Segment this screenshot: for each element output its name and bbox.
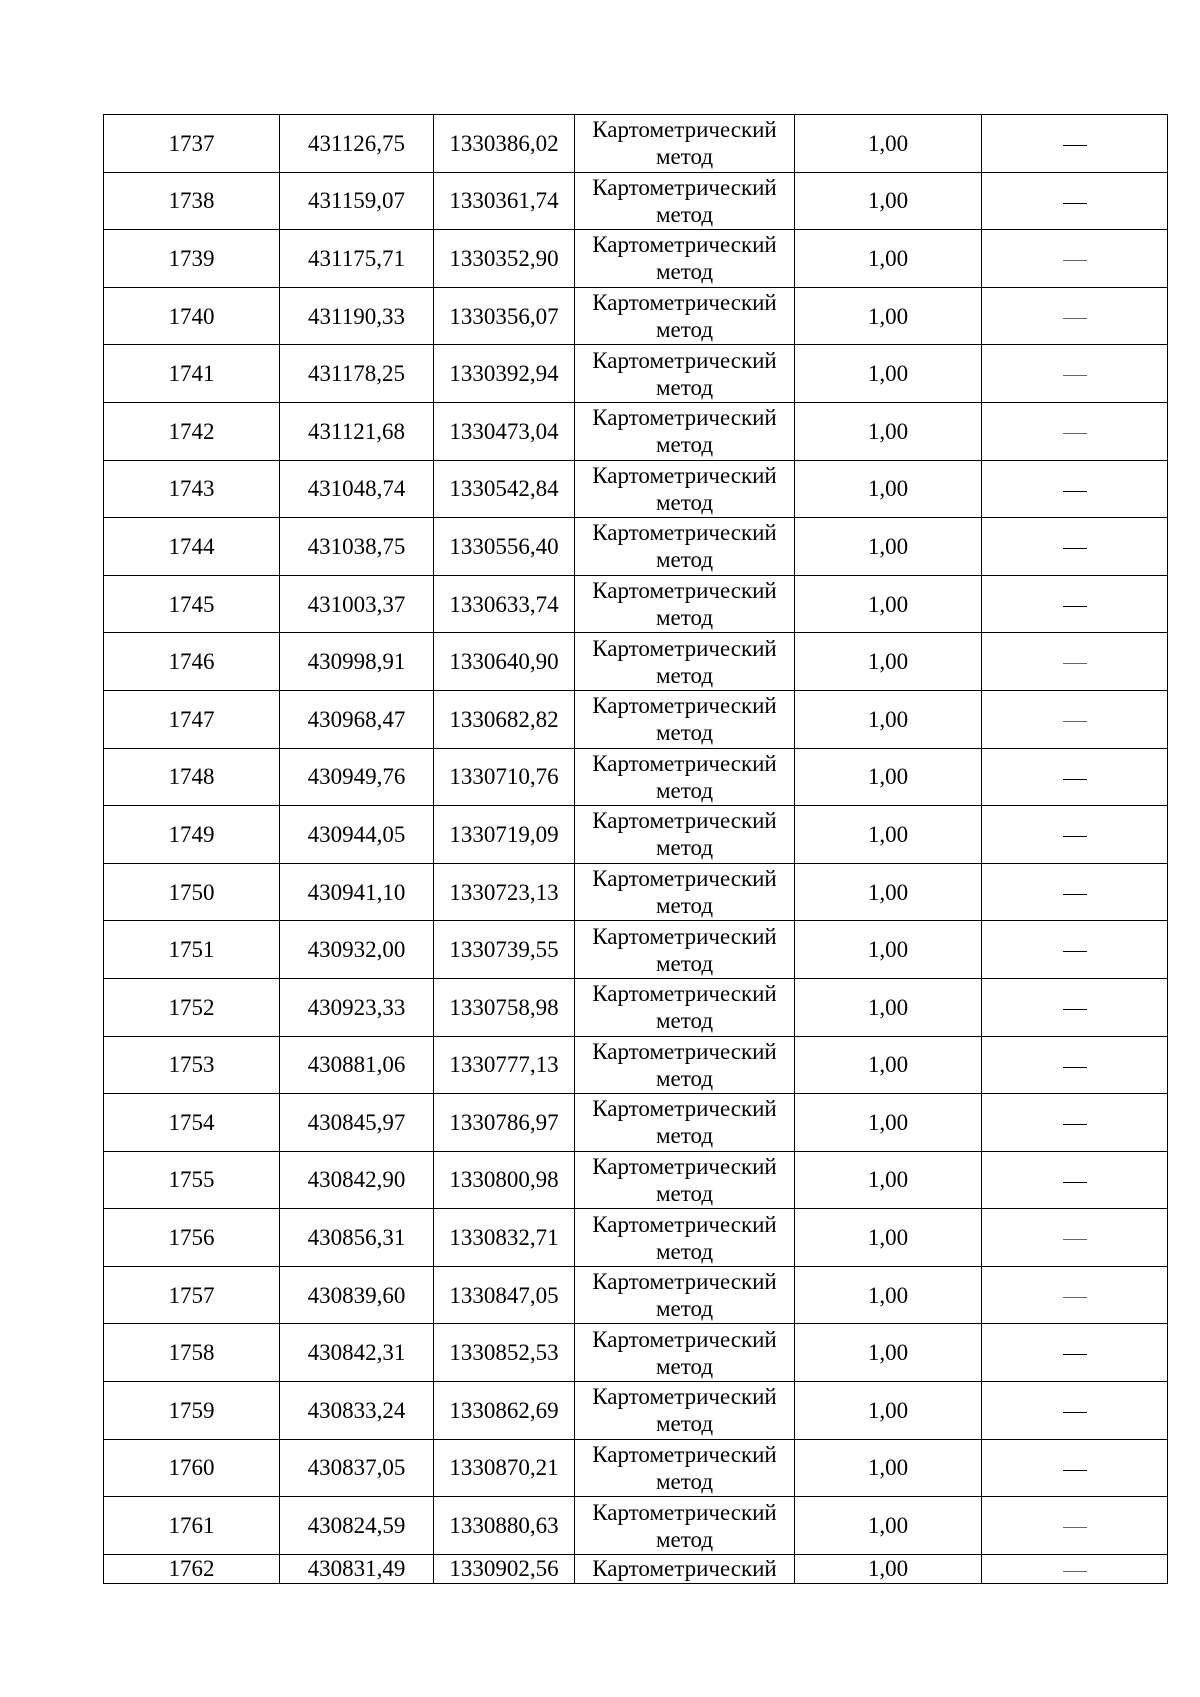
table-row bbox=[104, 748, 1168, 806]
point-number-cell: 1762 bbox=[104, 1554, 280, 1583]
accuracy-cell: 1,00 bbox=[795, 633, 982, 691]
table-row bbox=[104, 1151, 1168, 1209]
y-coordinate-cell: 1330870,21 bbox=[434, 1439, 575, 1497]
dash-mark bbox=[1063, 260, 1087, 261]
coordinates-table-body bbox=[104, 115, 1168, 1584]
method-cell: Картометрический метод bbox=[575, 863, 795, 921]
dash-mark bbox=[1063, 894, 1087, 895]
dash-mark bbox=[1063, 491, 1087, 492]
note-cell bbox=[982, 1036, 1168, 1094]
y-coordinate-cell: 1330739,55 bbox=[434, 921, 575, 979]
y-coordinate-cell: 1330852,53 bbox=[434, 1324, 575, 1382]
note-cell bbox=[982, 230, 1168, 288]
y-coordinate-cell: 1330386,02 bbox=[434, 115, 575, 173]
dash-mark bbox=[1063, 836, 1087, 837]
point-number-cell: 1738 bbox=[104, 172, 280, 230]
accuracy-cell: 1,00 bbox=[795, 1497, 982, 1555]
point-number-cell: 1754 bbox=[104, 1094, 280, 1152]
table-row bbox=[104, 172, 1168, 230]
x-coordinate-cell: 430837,05 bbox=[280, 1439, 434, 1497]
x-coordinate-cell: 430842,31 bbox=[280, 1324, 434, 1382]
x-coordinate-cell: 430941,10 bbox=[280, 863, 434, 921]
accuracy-cell: 1,00 bbox=[795, 1094, 982, 1152]
note-cell bbox=[982, 748, 1168, 806]
dash-mark bbox=[1063, 779, 1087, 780]
x-coordinate-cell: 430949,76 bbox=[280, 748, 434, 806]
x-coordinate-cell: 431175,71 bbox=[280, 230, 434, 288]
point-number-cell: 1741 bbox=[104, 345, 280, 403]
method-cell: Картометрический метод bbox=[575, 633, 795, 691]
method-cell: Картометрический метод bbox=[575, 1094, 795, 1152]
table-row bbox=[104, 345, 1168, 403]
table-row bbox=[104, 287, 1168, 345]
y-coordinate-cell: 1330723,13 bbox=[434, 863, 575, 921]
method-cell: Картометрический метод bbox=[575, 806, 795, 864]
x-coordinate-cell: 430968,47 bbox=[280, 690, 434, 748]
table-row bbox=[104, 230, 1168, 288]
note-cell bbox=[982, 345, 1168, 403]
accuracy-cell: 1,00 bbox=[795, 287, 982, 345]
note-cell bbox=[982, 287, 1168, 345]
accuracy-cell: 1,00 bbox=[795, 1266, 982, 1324]
dash-mark bbox=[1063, 1571, 1087, 1572]
method-cell: Картометрический метод bbox=[575, 1382, 795, 1440]
x-coordinate-cell: 430881,06 bbox=[280, 1036, 434, 1094]
note-cell bbox=[982, 921, 1168, 979]
x-coordinate-cell: 431048,74 bbox=[280, 460, 434, 518]
table-row bbox=[104, 863, 1168, 921]
dash-mark bbox=[1063, 375, 1087, 376]
accuracy-cell: 1,00 bbox=[795, 1151, 982, 1209]
point-number-cell: 1742 bbox=[104, 402, 280, 460]
note-cell bbox=[982, 1324, 1168, 1382]
dash-mark bbox=[1063, 951, 1087, 952]
y-coordinate-cell: 1330777,13 bbox=[434, 1036, 575, 1094]
note-cell bbox=[982, 518, 1168, 576]
table-row bbox=[104, 1497, 1168, 1555]
y-coordinate-cell: 1330682,82 bbox=[434, 690, 575, 748]
note-cell bbox=[982, 1439, 1168, 1497]
y-coordinate-cell: 1330361,74 bbox=[434, 172, 575, 230]
table-row bbox=[104, 1036, 1168, 1094]
table-row bbox=[104, 1554, 1168, 1583]
point-number-cell: 1753 bbox=[104, 1036, 280, 1094]
dash-mark bbox=[1063, 1354, 1087, 1355]
table-row bbox=[104, 1209, 1168, 1267]
method-cell: Картометрический метод bbox=[575, 1439, 795, 1497]
accuracy-cell: 1,00 bbox=[795, 1324, 982, 1382]
y-coordinate-cell: 1330710,76 bbox=[434, 748, 575, 806]
accuracy-cell: 1,00 bbox=[795, 1382, 982, 1440]
x-coordinate-cell: 430833,24 bbox=[280, 1382, 434, 1440]
method-cell: Картометрический метод bbox=[575, 690, 795, 748]
point-number-cell: 1747 bbox=[104, 690, 280, 748]
y-coordinate-cell: 1330902,56 bbox=[434, 1554, 575, 1583]
note-cell bbox=[982, 633, 1168, 691]
accuracy-cell: 1,00 bbox=[795, 230, 982, 288]
point-number-cell: 1760 bbox=[104, 1439, 280, 1497]
y-coordinate-cell: 1330556,40 bbox=[434, 518, 575, 576]
y-coordinate-cell: 1330542,84 bbox=[434, 460, 575, 518]
x-coordinate-cell: 430998,91 bbox=[280, 633, 434, 691]
table-row bbox=[104, 806, 1168, 864]
method-cell: Картометрический метод bbox=[575, 1324, 795, 1382]
point-number-cell: 1758 bbox=[104, 1324, 280, 1382]
method-cell: Картометрический метод bbox=[575, 978, 795, 1036]
x-coordinate-cell: 430932,00 bbox=[280, 921, 434, 979]
method-cell: Картометрический метод bbox=[575, 345, 795, 403]
x-coordinate-cell: 430831,49 bbox=[280, 1554, 434, 1583]
x-coordinate-cell: 430839,60 bbox=[280, 1266, 434, 1324]
method-cell: Картометрический метод bbox=[575, 1151, 795, 1209]
method-cell: Картометрический метод bbox=[575, 230, 795, 288]
y-coordinate-cell: 1330640,90 bbox=[434, 633, 575, 691]
dash-mark bbox=[1063, 548, 1087, 549]
note-cell bbox=[982, 575, 1168, 633]
table-row bbox=[104, 518, 1168, 576]
point-number-cell: 1739 bbox=[104, 230, 280, 288]
x-coordinate-cell: 430944,05 bbox=[280, 806, 434, 864]
method-cell: Картометрический метод bbox=[575, 1209, 795, 1267]
note-cell bbox=[982, 1209, 1168, 1267]
dash-mark bbox=[1063, 1182, 1087, 1183]
note-cell bbox=[982, 1497, 1168, 1555]
y-coordinate-cell: 1330880,63 bbox=[434, 1497, 575, 1555]
note-cell bbox=[982, 402, 1168, 460]
y-coordinate-cell: 1330862,69 bbox=[434, 1382, 575, 1440]
x-coordinate-cell: 430824,59 bbox=[280, 1497, 434, 1555]
table-row bbox=[104, 1094, 1168, 1152]
accuracy-cell: 1,00 bbox=[795, 1209, 982, 1267]
note-cell bbox=[982, 172, 1168, 230]
table-row bbox=[104, 1382, 1168, 1440]
table-row bbox=[104, 1266, 1168, 1324]
note-cell bbox=[982, 1382, 1168, 1440]
x-coordinate-cell: 430923,33 bbox=[280, 978, 434, 1036]
dash-mark bbox=[1063, 433, 1087, 434]
accuracy-cell: 1,00 bbox=[795, 460, 982, 518]
method-cell: Картометрический метод bbox=[575, 518, 795, 576]
y-coordinate-cell: 1330392,94 bbox=[434, 345, 575, 403]
y-coordinate-cell: 1330356,07 bbox=[434, 287, 575, 345]
dash-mark bbox=[1063, 606, 1087, 607]
table-row bbox=[104, 115, 1168, 173]
dash-mark bbox=[1063, 1124, 1087, 1125]
y-coordinate-cell: 1330800,98 bbox=[434, 1151, 575, 1209]
point-number-cell: 1755 bbox=[104, 1151, 280, 1209]
dash-mark bbox=[1063, 318, 1087, 319]
x-coordinate-cell: 430856,31 bbox=[280, 1209, 434, 1267]
note-cell bbox=[982, 115, 1168, 173]
table-row bbox=[104, 633, 1168, 691]
x-coordinate-cell: 431190,33 bbox=[280, 287, 434, 345]
note-cell bbox=[982, 863, 1168, 921]
point-number-cell: 1740 bbox=[104, 287, 280, 345]
method-cell: Картометрический метод bbox=[575, 115, 795, 173]
y-coordinate-cell: 1330473,04 bbox=[434, 402, 575, 460]
dash-mark bbox=[1063, 663, 1087, 664]
dash-mark bbox=[1063, 1412, 1087, 1413]
note-cell bbox=[982, 1151, 1168, 1209]
note-cell bbox=[982, 460, 1168, 518]
table-row bbox=[104, 921, 1168, 979]
accuracy-cell: 1,00 bbox=[795, 748, 982, 806]
dash-mark bbox=[1063, 1527, 1087, 1528]
point-number-cell: 1761 bbox=[104, 1497, 280, 1555]
table-row bbox=[104, 1439, 1168, 1497]
point-number-cell: 1745 bbox=[104, 575, 280, 633]
accuracy-cell: 1,00 bbox=[795, 806, 982, 864]
method-cell: Картометрический метод bbox=[575, 287, 795, 345]
accuracy-cell: 1,00 bbox=[795, 402, 982, 460]
dash-mark bbox=[1063, 1297, 1087, 1298]
y-coordinate-cell: 1330633,74 bbox=[434, 575, 575, 633]
accuracy-cell: 1,00 bbox=[795, 978, 982, 1036]
point-number-cell: 1751 bbox=[104, 921, 280, 979]
table-row bbox=[104, 690, 1168, 748]
method-cell: Картометрический метод bbox=[575, 172, 795, 230]
x-coordinate-cell: 431038,75 bbox=[280, 518, 434, 576]
accuracy-cell: 1,00 bbox=[795, 518, 982, 576]
y-coordinate-cell: 1330786,97 bbox=[434, 1094, 575, 1152]
y-coordinate-cell: 1330352,90 bbox=[434, 230, 575, 288]
method-cell: Картометрический метод bbox=[575, 748, 795, 806]
method-cell: Картометрический метод bbox=[575, 402, 795, 460]
method-cell: Картометрический метод bbox=[575, 1497, 795, 1555]
method-cell: Картометрический метод bbox=[575, 575, 795, 633]
point-number-cell: 1752 bbox=[104, 978, 280, 1036]
note-cell bbox=[982, 806, 1168, 864]
method-cell: Картометрический метод bbox=[575, 1266, 795, 1324]
accuracy-cell: 1,00 bbox=[795, 1036, 982, 1094]
x-coordinate-cell: 431121,68 bbox=[280, 402, 434, 460]
point-number-cell: 1737 bbox=[104, 115, 280, 173]
accuracy-cell: 1,00 bbox=[795, 1554, 982, 1583]
accuracy-cell: 1,00 bbox=[795, 690, 982, 748]
note-cell bbox=[982, 1266, 1168, 1324]
x-coordinate-cell: 431159,07 bbox=[280, 172, 434, 230]
point-number-cell: 1744 bbox=[104, 518, 280, 576]
point-number-cell: 1756 bbox=[104, 1209, 280, 1267]
method-cell: Картометрический метод bbox=[575, 1036, 795, 1094]
accuracy-cell: 1,00 bbox=[795, 921, 982, 979]
point-number-cell: 1750 bbox=[104, 863, 280, 921]
point-number-cell: 1749 bbox=[104, 806, 280, 864]
table-row bbox=[104, 1324, 1168, 1382]
x-coordinate-cell: 431003,37 bbox=[280, 575, 434, 633]
accuracy-cell: 1,00 bbox=[795, 345, 982, 403]
dash-mark bbox=[1063, 145, 1087, 146]
accuracy-cell: 1,00 bbox=[795, 575, 982, 633]
table-row bbox=[104, 978, 1168, 1036]
note-cell bbox=[982, 690, 1168, 748]
x-coordinate-cell: 431178,25 bbox=[280, 345, 434, 403]
method-cell: Картометрический метод bbox=[575, 460, 795, 518]
note-cell bbox=[982, 1094, 1168, 1152]
dash-mark bbox=[1063, 1239, 1087, 1240]
accuracy-cell: 1,00 bbox=[795, 115, 982, 173]
dash-mark bbox=[1063, 1470, 1087, 1471]
accuracy-cell: 1,00 bbox=[795, 172, 982, 230]
y-coordinate-cell: 1330847,05 bbox=[434, 1266, 575, 1324]
y-coordinate-cell: 1330758,98 bbox=[434, 978, 575, 1036]
dash-mark bbox=[1063, 1067, 1087, 1068]
x-coordinate-cell: 430845,97 bbox=[280, 1094, 434, 1152]
coordinates-table bbox=[103, 114, 1168, 1584]
table-row bbox=[104, 460, 1168, 518]
dash-mark bbox=[1063, 721, 1087, 722]
point-number-cell: 1748 bbox=[104, 748, 280, 806]
dash-mark bbox=[1063, 203, 1087, 204]
table-row bbox=[104, 575, 1168, 633]
point-number-cell: 1743 bbox=[104, 460, 280, 518]
dash-mark bbox=[1063, 1009, 1087, 1010]
accuracy-cell: 1,00 bbox=[795, 863, 982, 921]
x-coordinate-cell: 431126,75 bbox=[280, 115, 434, 173]
note-cell bbox=[982, 1554, 1168, 1583]
point-number-cell: 1746 bbox=[104, 633, 280, 691]
y-coordinate-cell: 1330719,09 bbox=[434, 806, 575, 864]
accuracy-cell: 1,00 bbox=[795, 1439, 982, 1497]
method-cell: Картометрический bbox=[575, 1554, 795, 1583]
table-row bbox=[104, 402, 1168, 460]
note-cell bbox=[982, 978, 1168, 1036]
point-number-cell: 1757 bbox=[104, 1266, 280, 1324]
method-cell: Картометрический метод bbox=[575, 921, 795, 979]
y-coordinate-cell: 1330832,71 bbox=[434, 1209, 575, 1267]
x-coordinate-cell: 430842,90 bbox=[280, 1151, 434, 1209]
point-number-cell: 1759 bbox=[104, 1382, 280, 1440]
